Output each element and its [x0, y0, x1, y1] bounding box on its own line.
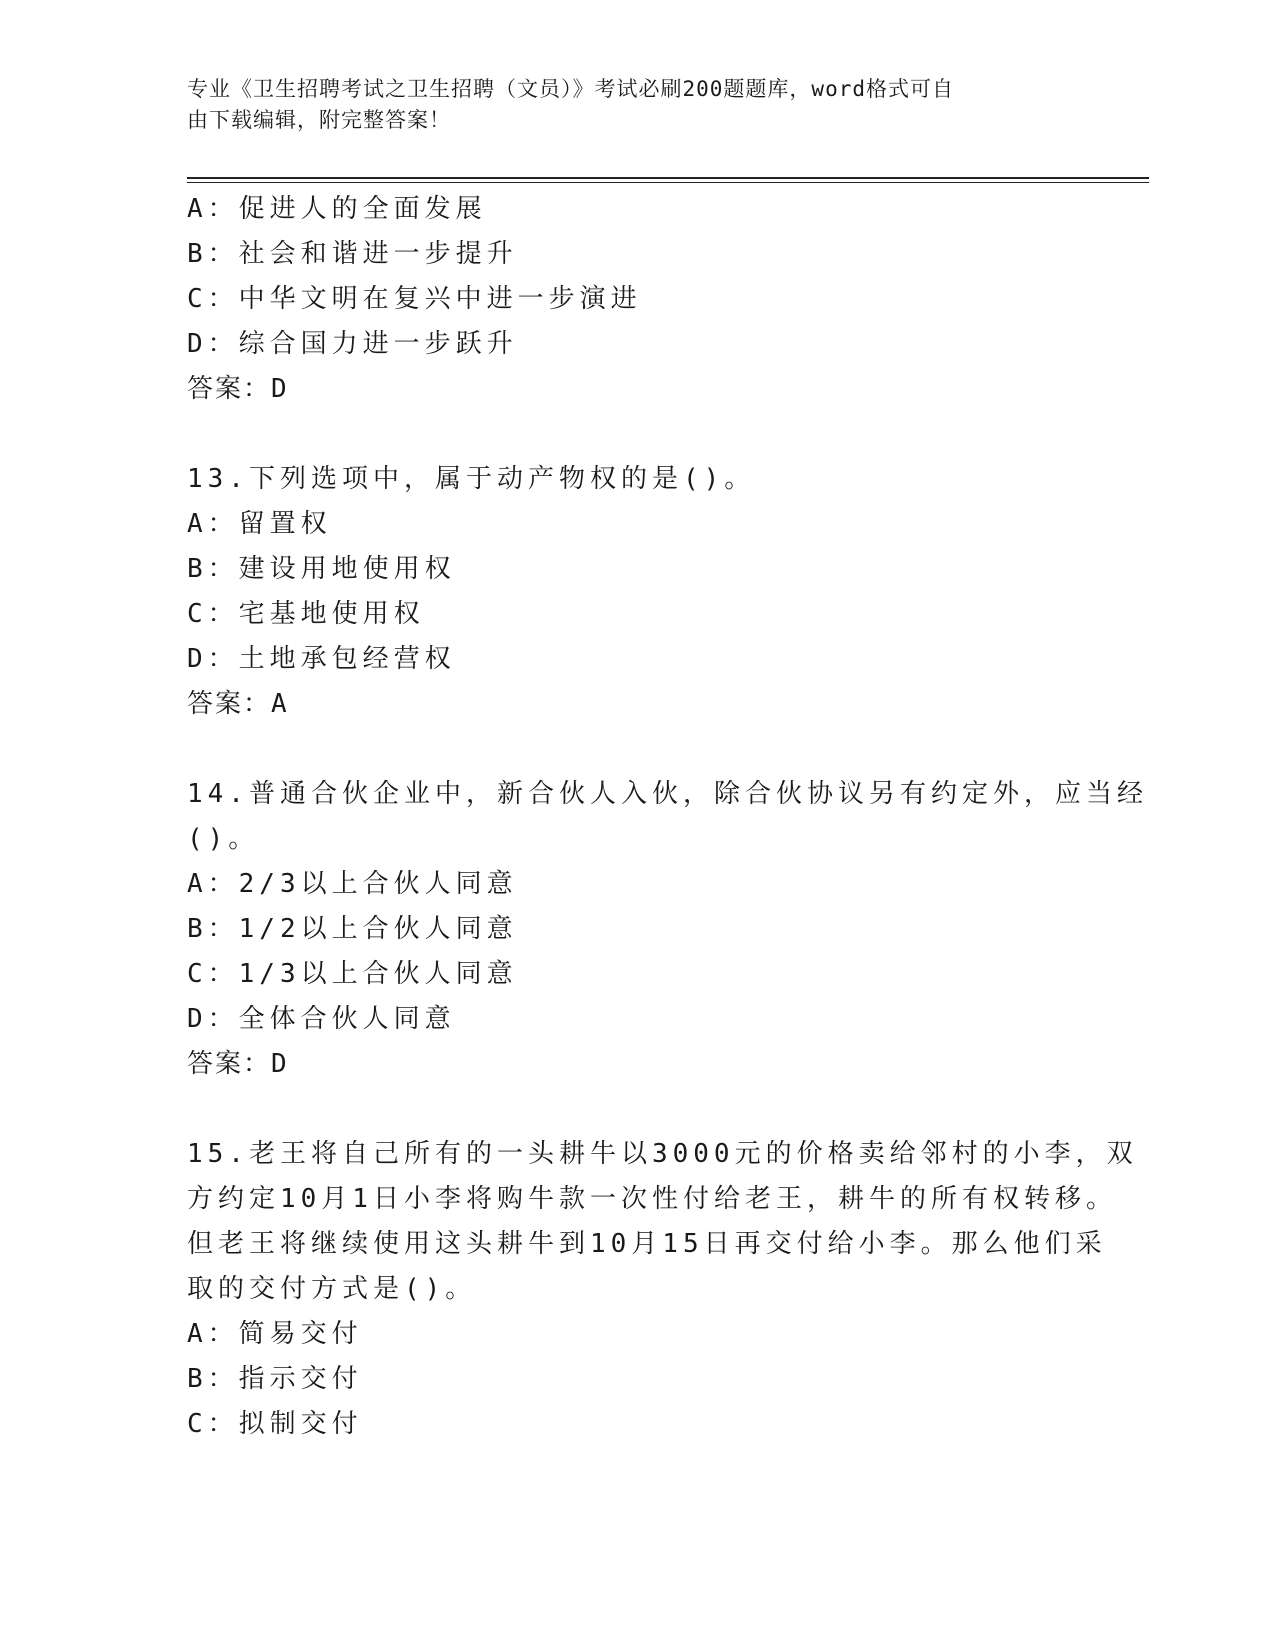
q13-stem: 13.下列选项中，属于动产物权的是()。 — [187, 464, 756, 494]
header-divider-thin — [187, 182, 1149, 183]
q12-option-a: A：促进人的全面发展 — [187, 194, 487, 224]
q15-stem-line-1: 15.老王将自己所有的一头耕牛以3000元的价格卖给邻村的小李，双 — [187, 1139, 1138, 1169]
q15-stem-line-2: 方约定10月1日小李将购牛款一次性付给老王，耕牛的所有权转移。 — [187, 1184, 1117, 1214]
q13-answer: 答案：A — [187, 689, 289, 719]
q12-option-d: D：综合国力进一步跃升 — [187, 329, 518, 359]
header-line-1: 专业《卫生招聘考试之卫生招聘（文员）》考试必刷200题题库，word格式可自 — [187, 77, 954, 101]
q14-option-c: C：1/3以上合伙人同意 — [187, 959, 518, 989]
q12-option-c: C：中华文明在复兴中进一步演进 — [187, 284, 642, 314]
q14-stem-line-2: ()。 — [187, 824, 260, 854]
header-divider-thick — [187, 177, 1149, 179]
document-header — [187, 74, 1067, 136]
q14-option-d: D：全体合伙人同意 — [187, 1004, 456, 1034]
q13-option-c: C：宅基地使用权 — [187, 599, 425, 629]
q13-option-a: A：留置权 — [187, 509, 332, 539]
q15-option-b: B：指示交付 — [187, 1364, 363, 1394]
q15-option-a: A：简易交付 — [187, 1319, 363, 1349]
q14-option-b: B：1/2以上合伙人同意 — [187, 914, 518, 944]
q15-stem-line-3: 但老王将继续使用这头耕牛到10月15日再交付给小李。那么他们采 — [187, 1229, 1107, 1259]
header-line-2: 由下载编辑，附完整答案！ — [187, 108, 451, 132]
q15-stem-line-4: 取的交付方式是()。 — [187, 1274, 477, 1304]
q14-answer: 答案：D — [187, 1049, 289, 1079]
q15-option-c: C：拟制交付 — [187, 1409, 363, 1439]
q14-option-a: A：2/3以上合伙人同意 — [187, 869, 518, 899]
q14-stem-line-1: 14.普通合伙企业中，新合伙人入伙，除合伙协议另有约定外，应当经 — [187, 779, 1148, 809]
q13-option-d: D：土地承包经营权 — [187, 644, 456, 674]
q12-answer: 答案：D — [187, 374, 289, 404]
q13-option-b: B：建设用地使用权 — [187, 554, 456, 584]
q12-option-b: B：社会和谐进一步提升 — [187, 239, 518, 269]
